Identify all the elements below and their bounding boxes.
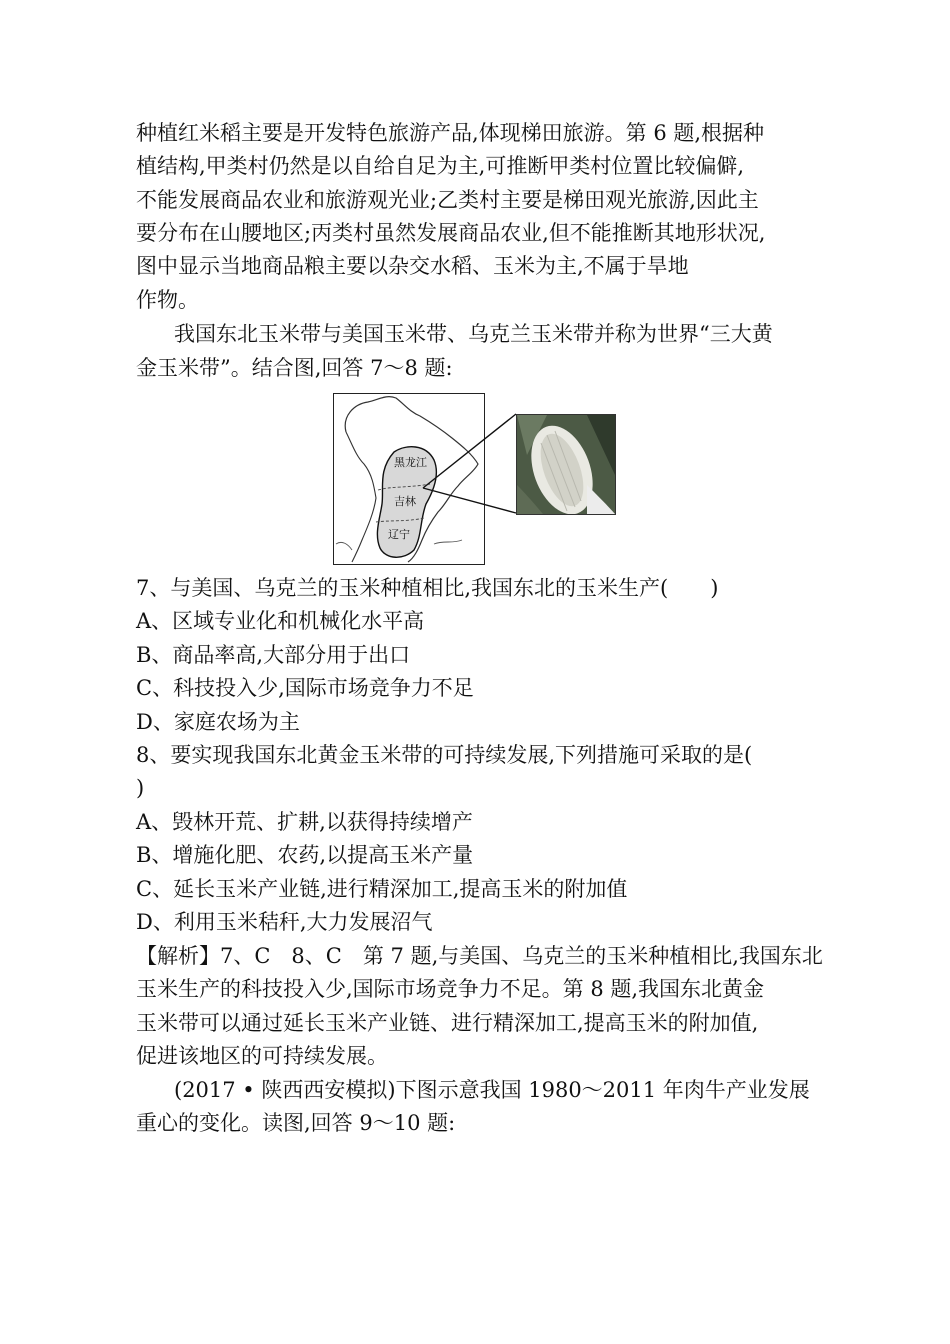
question-7-option-b: B、商品率高,大部分用于出口 (136, 643, 411, 667)
question-7-option-d: D、家庭农场为主 (136, 710, 300, 734)
text-line: 不能发展商品农业和旅游观光业;乙类村主要是梯田观光旅游,因此主 (136, 188, 759, 212)
analysis-line: 玉米带可以通过延长玉米产业链、进行精深加工,提高玉米的附加值, (136, 1011, 759, 1035)
intro-line: 我国东北玉米带与美国玉米带、乌克兰玉米带并称为世界“三大黄 (174, 322, 773, 346)
question-8-stem-cont: ) (136, 776, 145, 800)
west-boundary (346, 432, 376, 562)
intro-line: 金玉米带”。结合图,回答 7～8 题: (136, 356, 453, 380)
corn-photo (516, 414, 616, 515)
question-8-option-b: B、增施化肥、农药,以提高玉米产量 (136, 843, 474, 867)
text-line: 作物。 (136, 288, 199, 312)
question-8-stem: 8、要实现我国东北黄金玉米带的可持续发展,下列措施可采取的是( (136, 743, 753, 767)
label-heilongjiang: 黑龙江 (394, 456, 427, 469)
question-7-stem: 7、与美国、乌克兰的玉米种植相比,我国东北的玉米生产( ) (136, 576, 719, 600)
analysis-line: 促进该地区的可持续发展。 (136, 1044, 388, 1068)
question-7-option-a: A、区域专业化和机械化水平高 (136, 609, 425, 633)
next-intro-line: (2017 • 陕西西安模拟)下图示意我国 1980～2011 年肉牛产业发展 (174, 1078, 810, 1102)
question-8-option-d: D、利用玉米秸秆,大力发展沼气 (136, 910, 433, 934)
text-line: 种植红米稻主要是开发特色旅游产品,体现梯田旅游。第 6 题,根据种 (136, 121, 765, 145)
question-8-option-c: C、延长玉米产业链,进行精深加工,提高玉米的附加值 (136, 877, 628, 901)
text-line: 要分布在山腰地区;丙类村虽然发展商品农业,但不能推断其地形状况, (136, 221, 766, 245)
text-line: 植结构,甲类村仍然是以自给自足为主,可推断甲类村位置比较偏僻, (136, 154, 745, 178)
analysis-line: 【解析】7、C 8、C 第 7 题,与美国、乌克兰的玉米种植相比,我国东北 (136, 944, 823, 968)
corn-image (517, 415, 615, 514)
label-jilin: 吉林 (394, 495, 416, 508)
question-8-option-a: A、毁林开荒、扩耕,以获得持续增产 (136, 810, 473, 834)
label-liaoning: 辽宁 (388, 528, 410, 541)
callout-lines (420, 410, 520, 520)
question-7-option-c: C、科技投入少,国际市场竞争力不足 (136, 676, 474, 700)
analysis-line: 玉米生产的科技投入少,国际市场竞争力不足。第 8 题,我国东北黄金 (136, 977, 765, 1001)
next-intro-line: 重心的变化。读图,回答 9～10 题: (136, 1111, 456, 1135)
text-line: 图中显示当地商品粮主要以杂交水稻、玉米为主,不属于旱地 (136, 254, 689, 278)
